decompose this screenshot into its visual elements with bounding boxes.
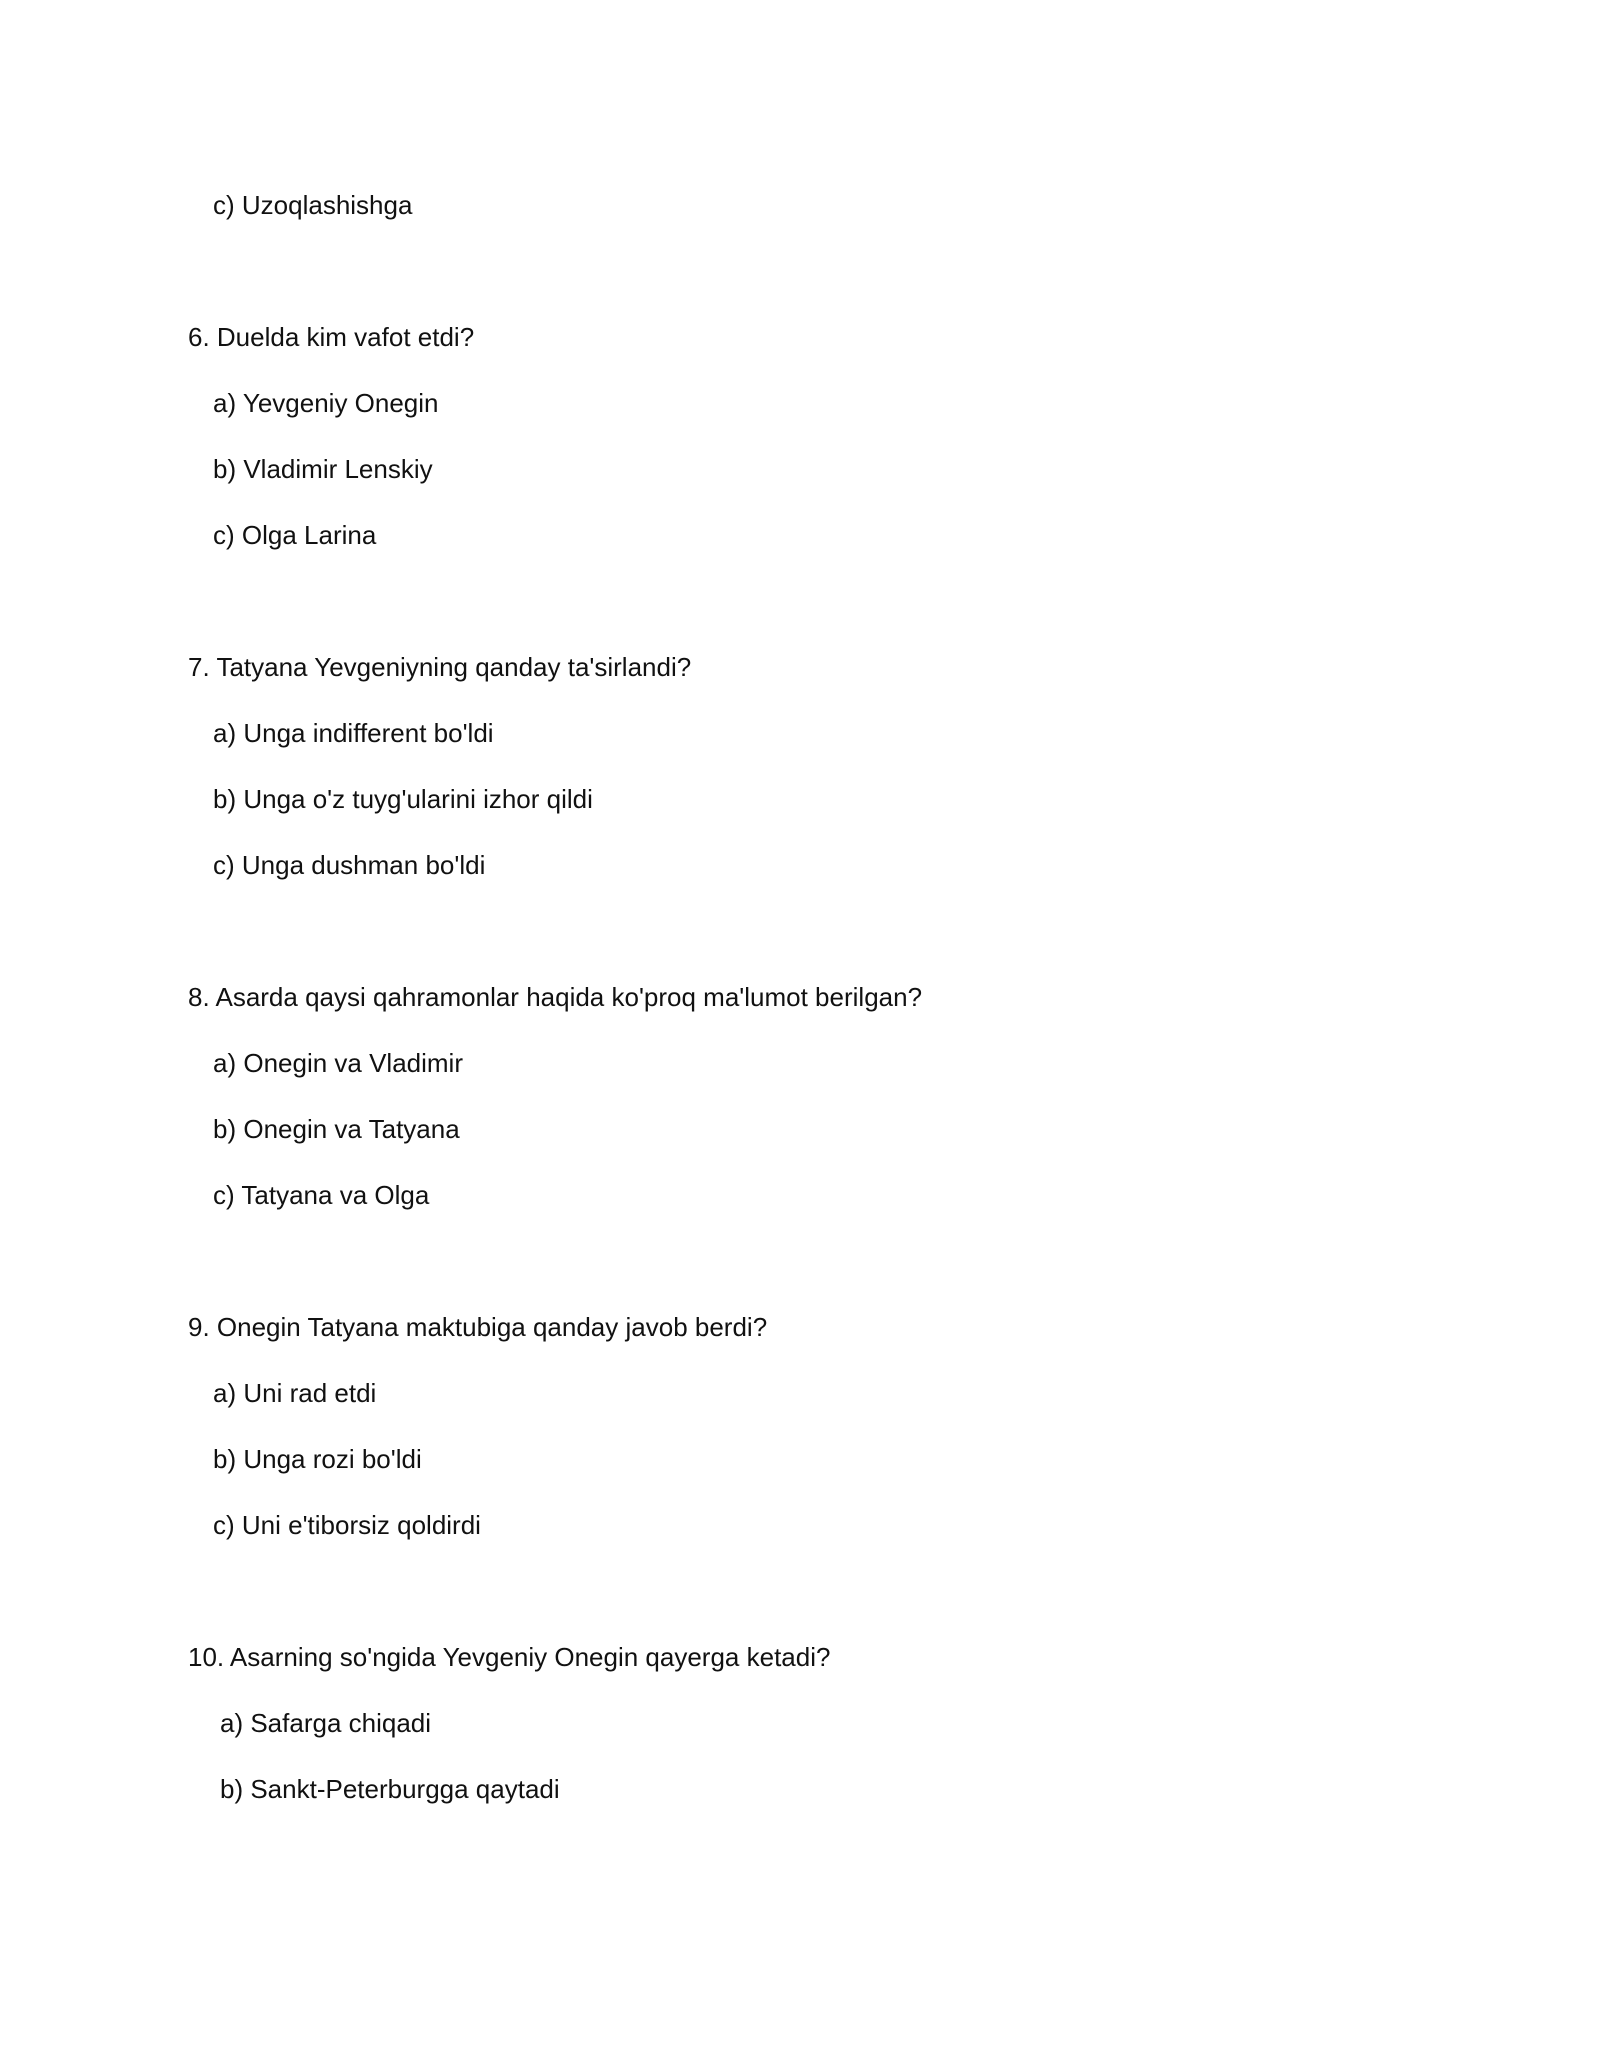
- question-7: 7. Tatyana Yevgeniyning qanday ta'sirlandi?: [188, 652, 692, 682]
- option-10b: b) Sankt-Peterburgga qaytadi: [220, 1774, 560, 1804]
- option-7a: a) Unga indifferent bo'ldi: [213, 718, 494, 748]
- question-8: 8. Asarda qaysi qahramonlar haqida ko'proq ma'lumot berilgan?: [188, 982, 923, 1012]
- option-5c: c) Uzoqlashishga: [213, 190, 413, 220]
- option-7c: c) Unga dushman bo'ldi: [213, 850, 486, 880]
- option-8c: c) Tatyana va Olga: [213, 1180, 430, 1210]
- option-8b: b) Onegin va Tatyana: [213, 1114, 460, 1144]
- question-10: 10. Asarning so'ngida Yevgeniy Onegin qayerga ketadi?: [188, 1642, 831, 1672]
- option-9b: b) Unga rozi bo'ldi: [213, 1444, 422, 1474]
- option-6c: c) Olga Larina: [213, 520, 377, 550]
- option-9a: a) Uni rad etdi: [213, 1378, 377, 1408]
- question-9: 9. Onegin Tatyana maktubiga qanday javob berdi?: [188, 1312, 768, 1342]
- option-6a: a) Yevgeniy Onegin: [213, 388, 439, 418]
- question-6: 6. Duelda kim vafot etdi?: [188, 322, 475, 352]
- option-9c: c) Uni e'tiborsiz qoldirdi: [213, 1510, 481, 1540]
- option-10a: a) Safarga chiqadi: [220, 1708, 432, 1738]
- option-6b: b) Vladimir Lenskiy: [213, 454, 433, 484]
- option-8a: a) Onegin va Vladimir: [213, 1048, 463, 1078]
- option-7b: b) Unga o'z tuyg'ularini izhor qildi: [213, 784, 593, 814]
